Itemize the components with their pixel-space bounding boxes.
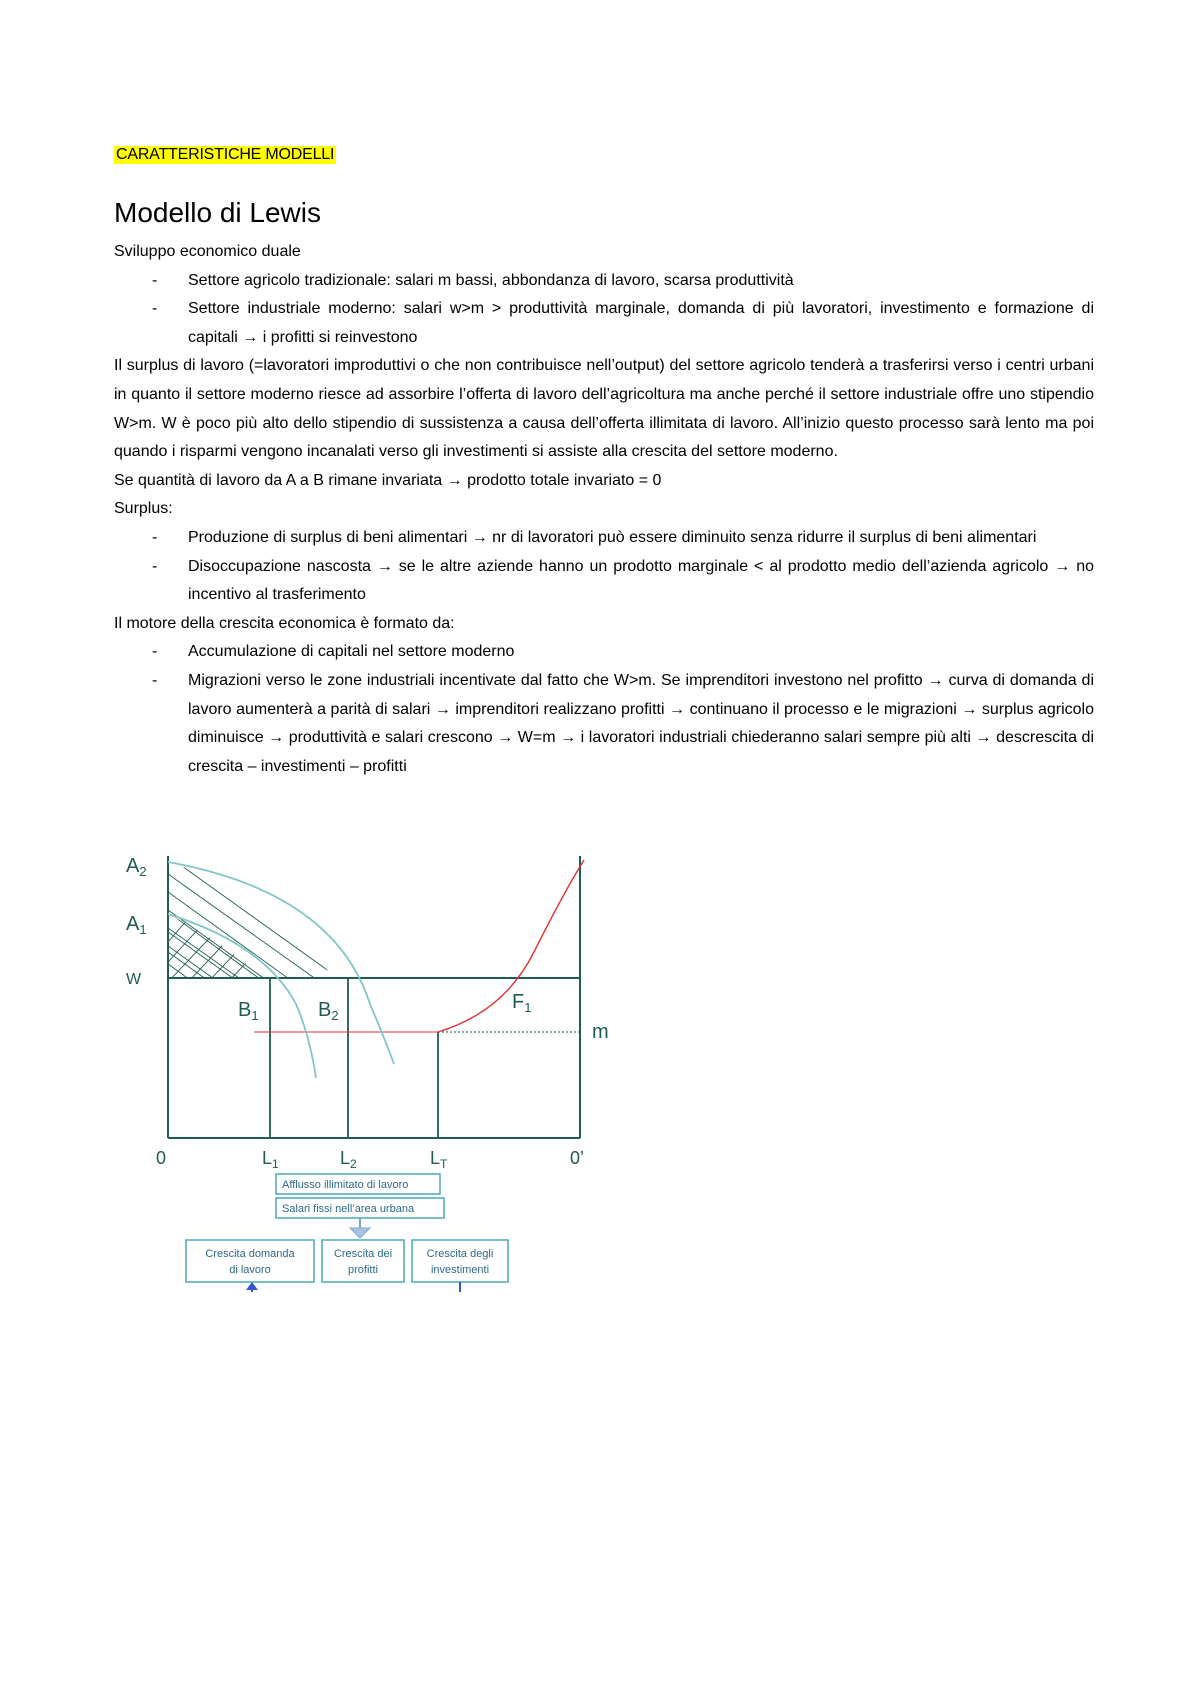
page-title: Modello di Lewis — [114, 197, 321, 228]
box-investimenti-text-1: Crescita degli — [426, 1248, 494, 1260]
flow-arrow-down — [350, 1228, 370, 1238]
label-l1: $L_1$ — [262, 1148, 279, 1171]
list-item-text: Produzione di surplus di beni alimentari → nr di lavoratori può essere diminuito senza ridurre il surplus di beni alimentari — [188, 528, 1037, 546]
label-b1: $B_1$ — [238, 999, 259, 1023]
label-l2: $L_2$ — [340, 1148, 357, 1171]
label-a1: $A_1$ — [126, 913, 147, 937]
bullet-dash: - — [152, 271, 158, 289]
section-label: CARATTERISTICHE MODELLI — [116, 146, 335, 163]
list-item — [114, 267, 1094, 296]
mpl-curve-a1 — [168, 914, 316, 1078]
list-item-text: Settore agricolo tradizionale: salari m bassi, abbondanza di lavoro, scarsa produttività — [188, 271, 794, 289]
list-item — [114, 553, 1094, 610]
list-item — [114, 638, 1094, 667]
intro-line: Sviluppo economico duale — [114, 243, 301, 260]
label-lt: $L_T$ — [430, 1148, 448, 1171]
label-origin-prime: 0’ — [570, 1148, 585, 1168]
document-body — [114, 238, 1094, 781]
list-item-text: Settore industriale moderno: salari w>m > produttività marginale, domanda di più lavoratori, investimento e formazione di capitali → i profitti si reinvestono — [188, 300, 1094, 346]
box-salari-text: Salari fissi nell’area urbana — [282, 1203, 415, 1215]
box-domanda-text-2: di lavoro — [229, 1264, 271, 1276]
feedback-arrow — [252, 1282, 460, 1292]
label-m: m — [592, 1021, 609, 1043]
label-b2: $B_2$ — [318, 999, 339, 1023]
list-item — [114, 295, 1094, 352]
bullet-dash: - — [152, 671, 158, 689]
box-profitti-text-1: Crescita dei — [333, 1248, 393, 1260]
box-profitti-text-2: profitti — [348, 1264, 378, 1276]
label-f1: $F_1$ — [512, 991, 532, 1015]
bullet-dash: - — [152, 643, 158, 661]
feedback-arrowhead — [246, 1282, 258, 1290]
list-item-text: Accumulazione di capitali nel settore moderno — [188, 643, 515, 661]
label-a2: $A_2$ — [126, 855, 147, 879]
list-item-text: Disoccupazione nascosta → se le altre aziende hanno un prodotto marginale < al prodotto medio dell’azienda agricolo → no incentivo al trasferimento — [188, 557, 1094, 604]
lewis-model-diagram — [114, 852, 674, 1292]
paragraph: Il surplus di lavoro (=lavoratori improduttivi o che non contribuisce nell’output) del settore agricolo tenderà a trasferirsi verso i centri urbani in quanto il settore moderno riesce ad assorbire l’offerta di lavoro dell’agricoltura ma anche perché il settore industriale offre uno stipendio W>m. W è poco più alto dello stipendio di sussistenza a causa dell’offerta illimitata di lavoro. All’inizio questo processo sarà lento ma poi quando i risparmi vengono incanalati verso gli investimenti si assiste alla crescita del settore moderno. — [114, 357, 1094, 461]
labor-supply-curve — [438, 860, 584, 1032]
box-domanda-text-1: Crescita domanda — [205, 1248, 295, 1260]
label-origin: 0 — [156, 1148, 167, 1168]
list-item-text: Migrazioni verso le zone industriali incentivate dal fatto che W>m. Se imprenditori investono nel profitto → curva di domanda di lavoro aumenterà a parità di salari → imprenditori realizzano profitti → continuano il processo e le migrazioni → surplus agricolo diminuisce → produttività e salari crescono → W=m → i lavoratori industriali chiederanno salari sempre più alti → descrescita di crescita – investimenti – profitti — [188, 671, 1094, 775]
mpl-curve-a2 — [168, 862, 394, 1064]
surplus-heading: Surplus: — [114, 500, 173, 518]
bullet-dash: - — [152, 528, 158, 546]
list-item — [114, 524, 1094, 553]
paragraph: Se quantità di lavoro da A a B rimane invariata → prodotto totale invariato = 0 — [114, 471, 662, 489]
list-item — [114, 667, 1094, 781]
label-w: W — [126, 971, 142, 988]
box-investimenti-text-2: investimenti — [430, 1264, 490, 1276]
bullet-dash: - — [152, 557, 158, 575]
box-afflusso-text: Afflusso illimitato di lavoro — [282, 1179, 409, 1191]
engine-heading: Il motore della crescita economica è formato da: — [114, 614, 455, 632]
bullet-dash: - — [152, 300, 158, 318]
